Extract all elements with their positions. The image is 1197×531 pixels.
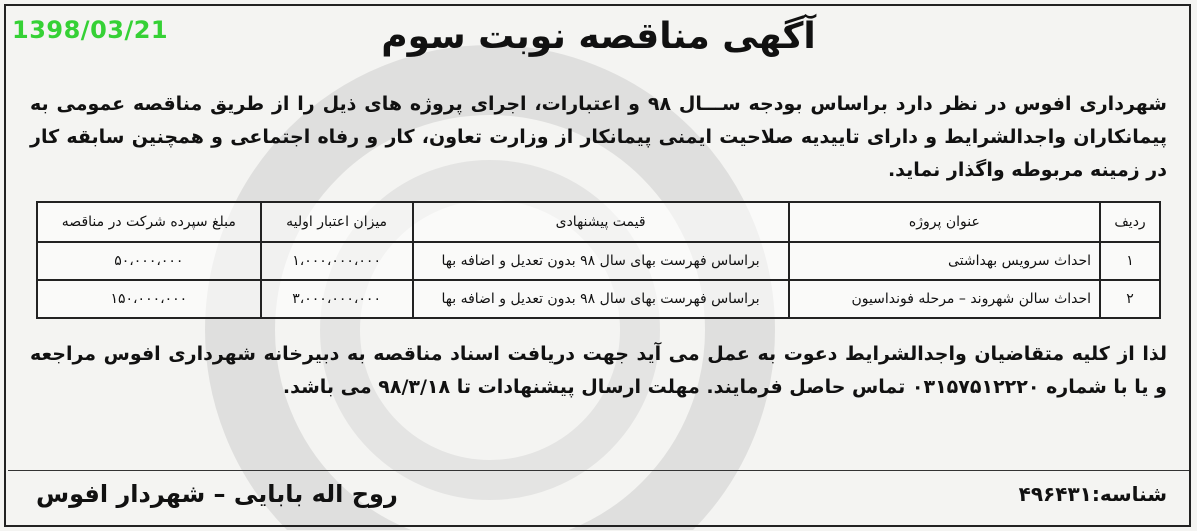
- deposit-amount: ۵۰،۰۰۰،۰۰۰: [37, 242, 261, 280]
- proposed-price: براساس فهرست بهای سال ۹۸ بدون تعدیل و اضافه بها: [413, 242, 789, 280]
- intro-paragraph: شهرداری افوس در نظر دارد براساس بودجه ســـال ۹۸ و اعتبارات، اجرای پروژه های ذیل را از طریق مناقصه عمومی به پیمانکاران واجدالشرایط و دارای تاییدیه صلاحیت ایمنی پیمانکار از وزارت تعاون، کار و رفاه اجتماعی و همچنین سابقه کار در زمینه مربوطه واگذار نماید.: [30, 93, 1167, 181]
- project-title: احداث سرویس بهداشتی: [789, 242, 1100, 280]
- initial-budget: ۱،۰۰۰،۰۰۰،۰۰۰: [261, 242, 413, 280]
- col-header-deposit: مبلغ سپرده شرکت در مناقصه: [37, 202, 261, 242]
- notice-title: آگهی مناقصه نوبت سوم: [381, 16, 816, 57]
- proposed-price: براساس فهرست بهای سال ۹۸ بدون تعدیل و اضافه بها: [413, 280, 789, 318]
- publish-date: 1398/03/21: [12, 16, 169, 44]
- row-number: ۲: [1100, 280, 1160, 318]
- col-header-proposed-price: قیمت پیشنهادی: [413, 202, 789, 242]
- notice-code-label: شناسه:: [1091, 482, 1167, 506]
- col-header-initial-budget: میزان اعتبار اولیه: [261, 202, 413, 242]
- project-title: احداث سالن شهروند – مرحله فونداسیون: [789, 280, 1100, 318]
- initial-budget: ۳،۰۰۰،۰۰۰،۰۰۰: [261, 280, 413, 318]
- col-header-project-title: عنوان پروژه: [789, 202, 1100, 242]
- tender-table: [36, 201, 1161, 319]
- footer-divider: [8, 470, 1189, 471]
- outro-paragraph: لذا از کلیه متقاضیان واجدالشرایط دعوت به عمل می آید جهت دریافت اسناد مناقصه به دبیرخانه شهرداری افوس مراجعه و یا با شماره ۰۳۱۵۷۵۱۲۲۲۰ تماس حاصل فرمایند. مهلت ارسال پیشنهادات تا ۹۸/۳/۱۸ می باشد.: [30, 343, 1167, 398]
- row-number: ۱: [1100, 242, 1160, 280]
- notice-code: [1019, 482, 1167, 506]
- table-row: [37, 242, 1160, 280]
- table-row: [37, 280, 1160, 318]
- signature: روح اله بابایی – شهردار افوس: [36, 480, 398, 508]
- deposit-amount: ۱۵۰،۰۰۰،۰۰۰: [37, 280, 261, 318]
- col-header-row-number: ردیف: [1100, 202, 1160, 242]
- table-header-row: [37, 202, 1160, 242]
- notice-code-value: ۴۹۶۴۳۱: [1018, 482, 1092, 506]
